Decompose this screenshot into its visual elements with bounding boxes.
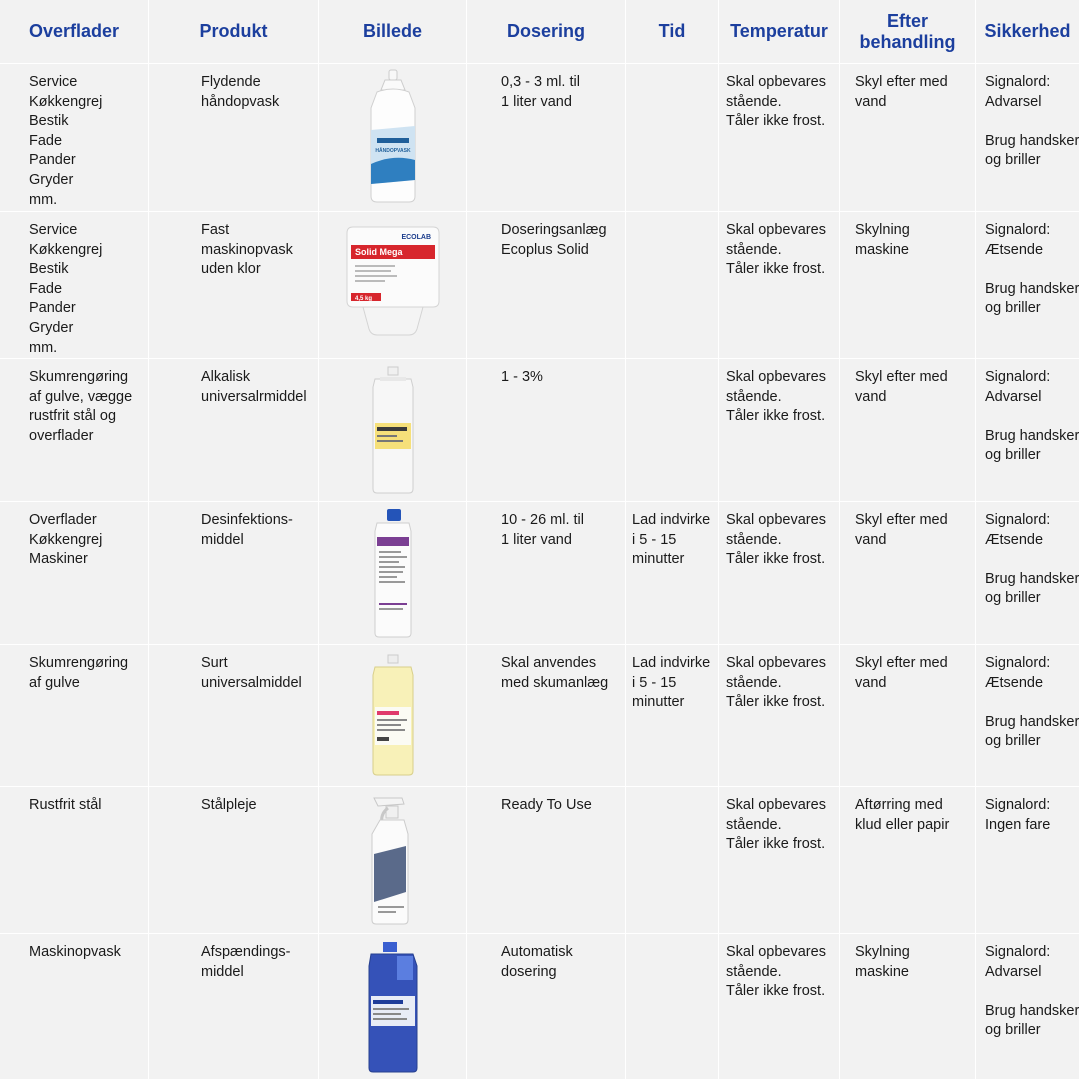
cell-safety: Signalord: Advarsel Brug handsker og briller [976, 64, 1080, 212]
svg-text:ECOLAB: ECOLAB [400, 234, 431, 241]
cell-time [626, 64, 719, 212]
cell-aftercare: Skylning maskine [840, 934, 976, 1080]
cell-time [626, 212, 719, 359]
cell-safety: Signalord: Ætsende Brug handsker og briller [976, 502, 1080, 645]
cell-time [626, 934, 719, 1080]
cell-aftercare: Skylning maskine [840, 212, 976, 359]
cell-product: Stålpleje [149, 787, 319, 934]
cell-temperature: Skal opbevares stående. Tåler ikke frost. [719, 934, 840, 1080]
cell-temperature: Skal opbevares stående. Tåler ikke frost. [719, 359, 840, 502]
white-canister-icon [363, 365, 423, 495]
cell-image [319, 212, 467, 359]
header-product: Produkt [149, 0, 319, 64]
cell-safety: Signalord: Advarsel Brug handsker og briller [976, 934, 1080, 1080]
cell-dosage: 0,3 - 3 ml. til 1 liter vand [467, 64, 626, 212]
yellow-canister-icon [363, 653, 423, 779]
cell-dosage: Doseringsanlæg Ecoplus Solid [467, 212, 626, 359]
cell-time [626, 787, 719, 934]
cell-dosage: Skal anvendes med skumanlæg [467, 645, 626, 787]
cell-dosage: Ready To Use [467, 787, 626, 934]
cell-time: Lad indvirke i 5 - 15 minutter [626, 645, 719, 787]
header-aftercare: Efter behandling [840, 0, 976, 64]
white-squeeze-bottle-icon [353, 68, 433, 208]
header-surfaces: Overflader [0, 0, 149, 64]
header-dosage: Dosering [467, 0, 626, 64]
cell-product: Flydende håndopvask [149, 64, 319, 212]
cell-image [319, 64, 467, 212]
cell-image [319, 359, 467, 502]
cell-surfaces: Skumrengøring af gulve, vægge rustfrit stål og overflader [0, 359, 149, 502]
cell-surfaces: Rustfrit stål [0, 787, 149, 934]
cell-surfaces: Maskinopvask [0, 934, 149, 1080]
cell-image [319, 934, 467, 1080]
cell-product: Alkalisk universalrmiddel [149, 359, 319, 502]
cell-image [319, 787, 467, 934]
spray-bottle-icon [358, 794, 428, 926]
svg-text:Solid Mega: Solid Mega [354, 247, 403, 257]
cell-aftercare: Skyl efter med vand [840, 645, 976, 787]
cell-temperature: Skal opbevares stående. Tåler ikke frost. [719, 787, 840, 934]
cell-temperature: Skal opbevares stående. Tåler ikke frost. [719, 645, 840, 787]
cell-dosage: 1 - 3% [467, 359, 626, 502]
cell-aftercare: Skyl efter med vand [840, 64, 976, 212]
cell-temperature: Skal opbevares stående. Tåler ikke frost. [719, 64, 840, 212]
header-safety: Sikkerhed [976, 0, 1080, 64]
cell-safety: Signalord: Ingen fare [976, 787, 1080, 934]
header-image: Billede [319, 0, 467, 64]
cell-dosage: 10 - 26 ml. til 1 liter vand [467, 502, 626, 645]
cell-temperature: Skal opbevares stående. Tåler ikke frost. [719, 502, 840, 645]
svg-text:HÅNDOPVASK: HÅNDOPVASK [374, 147, 411, 154]
cell-aftercare: Aftørring med klud eller papir [840, 787, 976, 934]
cell-product: Surt universalmiddel [149, 645, 319, 787]
cell-surfaces: Overflader Køkkengrej Maskiner [0, 502, 149, 645]
cell-image [319, 645, 467, 787]
cell-safety: Signalord: Ætsende Brug handsker og briller [976, 212, 1080, 359]
cell-dosage: Automatisk dosering [467, 934, 626, 1080]
cell-aftercare: Skyl efter med vand [840, 359, 976, 502]
cell-temperature: Skal opbevares stående. Tåler ikke frost. [719, 212, 840, 359]
cell-time: Lad indvirke i 5 - 15 minutter [626, 502, 719, 645]
cell-image [319, 502, 467, 645]
header-time: Tid [626, 0, 719, 64]
cell-product: Desinfektions- middel [149, 502, 319, 645]
header-temperature: Temperatur [719, 0, 840, 64]
cell-time [626, 359, 719, 502]
cell-safety: Signalord: Ætsende Brug handsker og briller [976, 645, 1080, 787]
svg-text:4,5 kg: 4,5 kg [354, 296, 372, 302]
cell-product: Afspændings- middel [149, 934, 319, 1080]
cell-product: Fast maskinopvask uden klor [149, 212, 319, 359]
cell-aftercare: Skyl efter med vand [840, 502, 976, 645]
cell-surfaces: Skumrengøring af gulve [0, 645, 149, 787]
cell-safety: Signalord: Advarsel Brug handsker og briller [976, 359, 1080, 502]
blue-canister-icon [361, 940, 425, 1074]
solid-detergent-capsule-icon [343, 225, 443, 345]
cell-surfaces: Service Køkkengrej Bestik Fade Pander Gryder mm. [0, 212, 149, 359]
cell-surfaces: Service Køkkengrej Bestik Fade Pander Gryder mm. [0, 64, 149, 212]
white-bottle-blue-cap-icon [363, 507, 423, 639]
